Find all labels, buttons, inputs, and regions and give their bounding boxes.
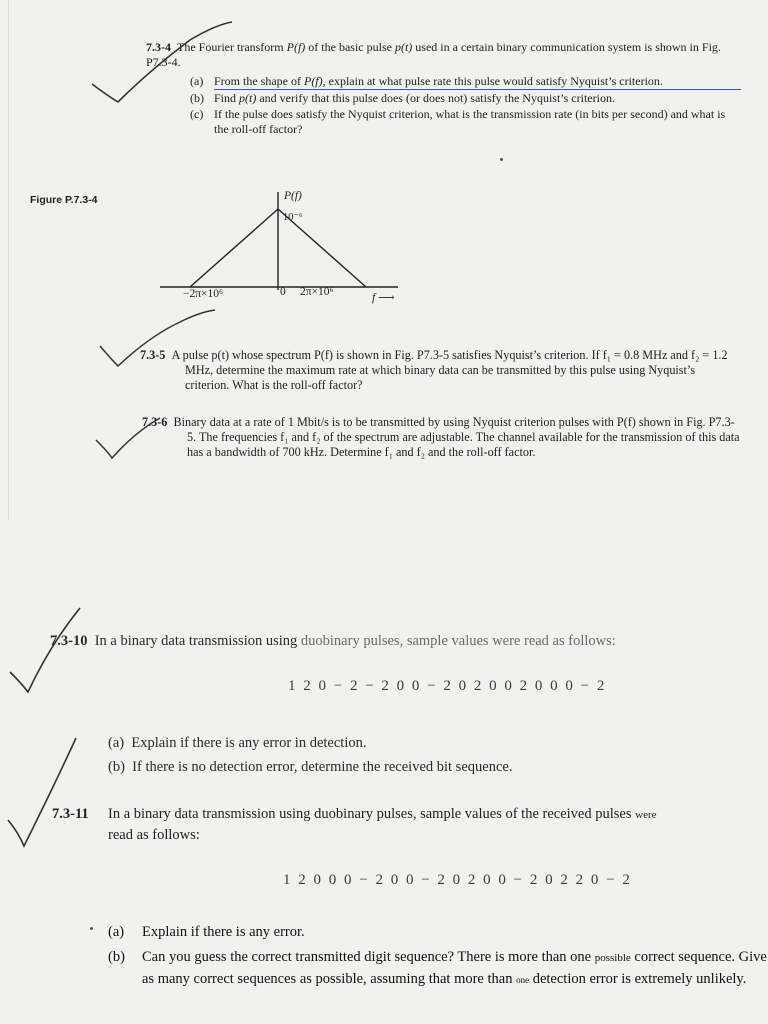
problem-body [142, 415, 740, 460]
problem-text: In a binary data transmission using [94, 633, 301, 649]
problem-7-3-10 [50, 632, 760, 650]
problem-7-3-5 [140, 348, 740, 393]
problem-number: 7.3-4 [146, 40, 171, 54]
part-text-segment: and verify that this pulse does (or does not) satisfy the Nyquist’s criterion. [256, 91, 615, 105]
problem-number: 7.3-5 [140, 348, 166, 362]
part-text: Explain if there is any error. [142, 924, 305, 940]
problem-7-3-10-parts [108, 731, 512, 779]
problem-text-segment: In a binary data transmission using duobinary pulses, sample values of the received pulses [108, 806, 632, 822]
scan-speck [500, 158, 503, 161]
part-math: P(f) [303, 74, 323, 88]
x-tick-right: 2π×10⁶ [300, 286, 334, 298]
part-b [108, 947, 768, 991]
scan-edge-line [8, 0, 9, 520]
part-text-segment: correct sequence. Give as many correct sequences as possible, assuming that more than [142, 949, 767, 987]
part-text-segment: possible [594, 952, 631, 964]
part-math: p(t) [239, 91, 257, 105]
part-text-segment: , explain at what pulse rate this pulse would satisfy Nyquist’s criterion. [322, 74, 663, 88]
part-text: Explain if there is any error in detection. [131, 735, 367, 751]
part-text-segment: Find [214, 91, 240, 105]
problem-body [140, 348, 740, 393]
y-axis-label: P(f) [284, 190, 302, 202]
problem-number: 7.3-11 [52, 806, 89, 822]
problem-7-3-4 [146, 40, 741, 138]
part-text-segment: From the shape of [214, 74, 304, 88]
stem-text: The Fourier transform [177, 40, 287, 54]
part-a [108, 922, 768, 943]
problem-text-segment: read as follows: [108, 827, 200, 843]
part-label: (a) [108, 735, 125, 751]
figure-label: Figure P.7.3-4 [30, 194, 98, 206]
part-text: If there is no detection error, determine the received bit sequence. [132, 759, 513, 775]
check-mark-icon [10, 608, 80, 692]
x-tick-zero: 0 [280, 286, 286, 298]
sample-sequence-2: 1 2 0 0 0 − 2 0 0 − 2 0 2 0 0 − 2 0 2 2 0 − 2 [283, 872, 632, 888]
part-b [190, 91, 741, 106]
part-text [142, 947, 768, 991]
problem-text: A pulse p(t) whose spectrum P(f) is shown in Fig. P7.3-5 satisfies Nyquist’s criterion. If f₁ = 0.8 MHz and f₂ = 1.2 MHz, determine the maximum rate at which binary data can be transmitted by this pulse using Nyquist’s criterion. What is the roll-off factor? [171, 348, 728, 392]
scan-speck [90, 927, 93, 930]
stem-text: used in a certain binary communication system is shown in Fig. P7.3-4. [146, 40, 721, 69]
problem-stem [146, 40, 741, 70]
stem-text: of the basic pulse [305, 40, 395, 54]
stem-math: p(t) [394, 40, 413, 54]
problem-body [52, 804, 764, 845]
part-label: (b) [108, 759, 125, 775]
problem-7-3-11-parts [108, 922, 768, 991]
figure-p7-3-4 [150, 180, 420, 315]
part-a [190, 74, 741, 90]
part-a [108, 731, 512, 755]
part-text-segment: Can you guess the correct transmitted digit sequence? There is more than one [142, 949, 595, 965]
x-axis-label: f ⟶ [372, 292, 395, 304]
problem-7-3-11 [52, 804, 764, 845]
part-text [214, 74, 741, 90]
part-label: (a) [190, 74, 204, 88]
part-label: (c) [190, 107, 204, 121]
part-label: (b) [190, 91, 204, 105]
problem-text [108, 804, 657, 845]
part-text: If the pulse does satisfy the Nyquist criterion, what is the transmission rate (in bits per second) and what is the roll-off factor? [214, 107, 726, 136]
part-label: (b) [108, 949, 125, 965]
part-b [108, 755, 512, 779]
problem-text: Binary data at a rate of 1 Mbit/s is to be transmitted by using Nyquist criterion pulses with P(f) shown in Fig. P7.3-5. The frequencies f₁ and f₂ of the spectrum are adjustable. The channel available for the transmission of this data has a bandwidth of 700 kHz. Determine f₁ and f₂ and the roll-off factor. [173, 415, 740, 459]
problem-number: 7.3-6 [142, 415, 168, 429]
part-text-segment: detection error is extremely unlikely. [532, 971, 747, 987]
x-tick-left: −2π×10⁶ [183, 288, 224, 300]
problem-parts [190, 74, 741, 137]
sample-sequence-1: 1 2 0 − 2 − 2 0 0 − 2 0 2 0 0 2 0 0 0 − 2 [288, 678, 607, 694]
problem-7-3-6 [142, 415, 740, 460]
part-c [190, 107, 741, 137]
problem-text-faded: duobinary pulses, sample values were read as follows: [300, 633, 616, 649]
problem-text-segment: were [635, 809, 657, 821]
part-text [214, 91, 741, 106]
part-label: (a) [108, 924, 125, 940]
stem-math: P(f) [286, 40, 306, 54]
peak-value-label: 10⁻⁶ [283, 212, 303, 223]
part-text-segment: one [516, 975, 530, 985]
problem-number: 7.3-10 [50, 633, 88, 649]
